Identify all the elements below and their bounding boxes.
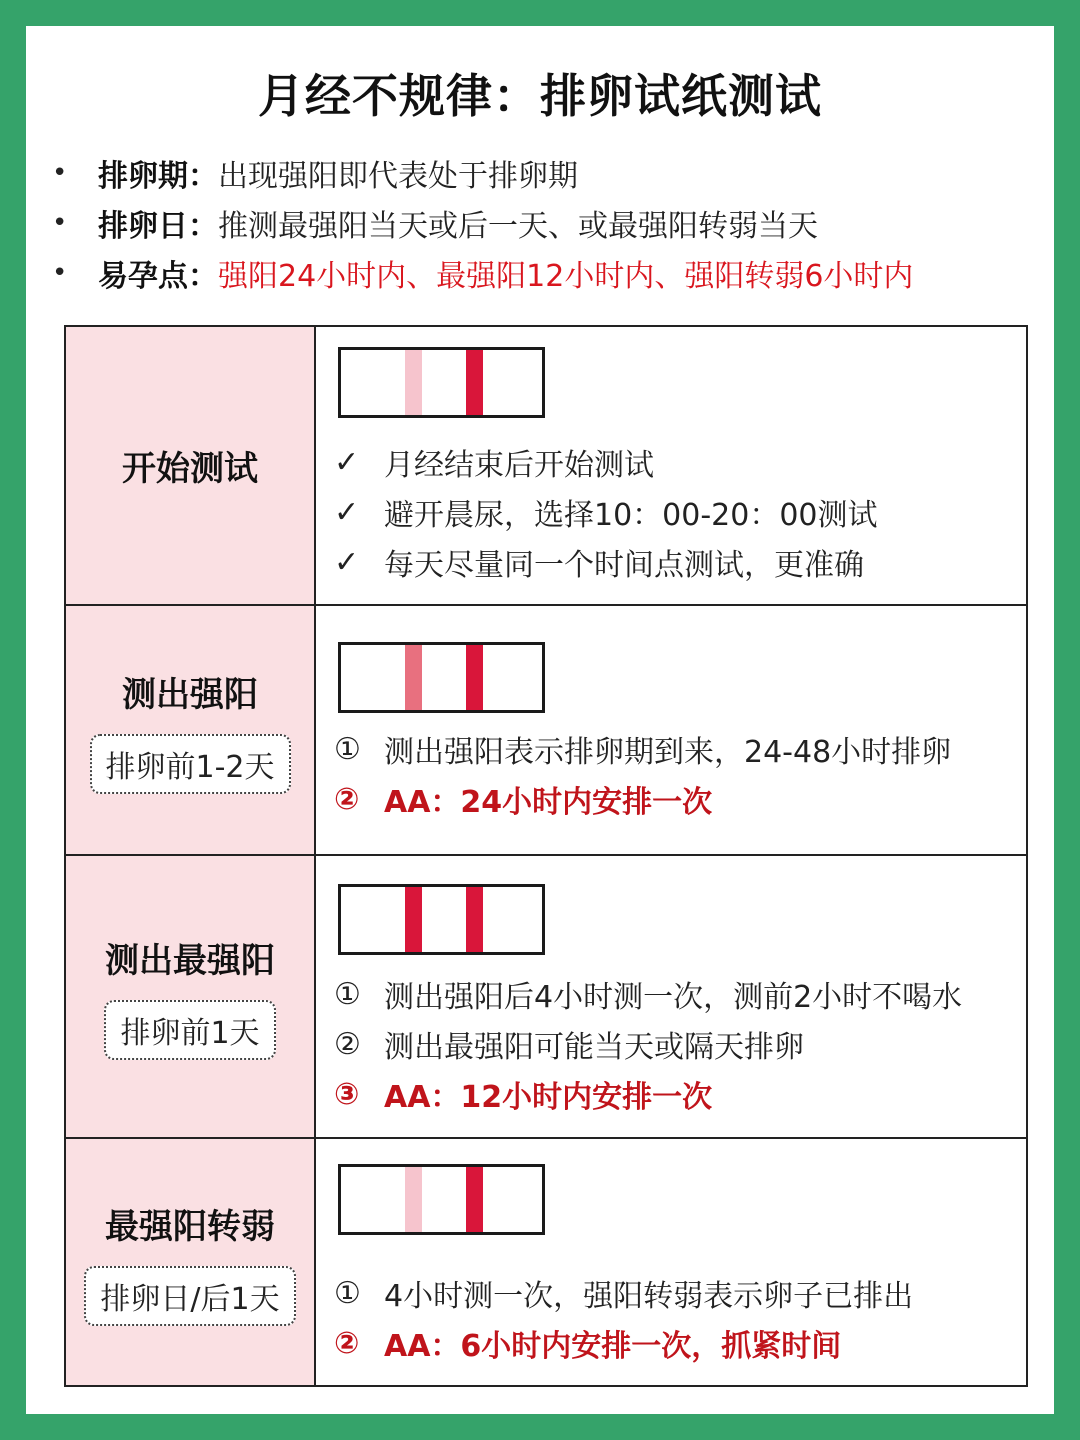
bullet-dot-icon: • <box>52 208 68 238</box>
table-row-weakening <box>66 1139 1026 1385</box>
stage-cell <box>66 856 316 1137</box>
stage-title: 最强阳转弱 <box>105 1206 275 1247</box>
note-text: 4小时测一次，强阳转弱表示卵子已排出 <box>384 1279 914 1314</box>
stage-cell <box>66 606 316 854</box>
stage-title: 开始测试 <box>122 449 258 489</box>
key-point-label: 排卵日： <box>98 209 218 244</box>
note-item <box>334 537 878 587</box>
key-point-text-highlight: 强阳24小时内、最强阳12小时内、强阳转弱6小时内 <box>218 259 914 294</box>
note-text: 测出强阳后4小时测一次，测前2小时不喝水 <box>384 980 963 1015</box>
number-1-icon: ① <box>334 1275 361 1311</box>
number-1-icon: ① <box>334 976 361 1012</box>
check-icon: ✓ <box>334 494 360 530</box>
note-item-highlight <box>334 1069 962 1119</box>
key-point-text: 推测最强阳当天或后一天、或最强阳转弱当天 <box>218 209 818 244</box>
note-text: 测出强阳表示排卵期到来，24-48小时排卵 <box>384 735 952 770</box>
test-strip-illustration <box>338 642 545 713</box>
note-item <box>334 1019 962 1069</box>
note-item <box>334 724 951 774</box>
test-strip-illustration <box>338 347 545 418</box>
key-point-label: 排卵期： <box>98 159 218 194</box>
test-stages-table <box>64 325 1028 1387</box>
note-item <box>334 487 878 537</box>
note-text: 月经结束后开始测试 <box>384 448 654 483</box>
key-points-list <box>52 148 913 298</box>
note-text: 避开晨尿，选择10：00-20：00测试 <box>384 498 878 533</box>
notes-list <box>334 1268 913 1368</box>
note-text: 测出最强阳可能当天或隔天排卵 <box>384 1030 804 1065</box>
test-strip-illustration <box>338 884 545 955</box>
number-2-icon: ② <box>334 781 360 817</box>
note-item <box>334 1268 913 1318</box>
number-1-icon: ① <box>334 731 361 767</box>
test-line-band <box>405 1167 422 1232</box>
bullet-dot-icon: • <box>52 158 68 188</box>
note-text: AA：6小时内安排一次，抓紧时间 <box>384 1329 842 1364</box>
test-line-band <box>405 350 422 415</box>
key-point-label: 易孕点： <box>98 259 218 294</box>
control-line-band <box>466 1167 483 1232</box>
note-item-highlight <box>334 774 951 824</box>
note-item <box>334 969 962 1019</box>
check-icon: ✓ <box>334 544 360 580</box>
detail-cell <box>316 1139 1026 1385</box>
stage-title: 测出最强阳 <box>105 941 275 981</box>
timing-badge: 排卵日/后1天 <box>84 1266 295 1326</box>
test-line-band <box>405 887 422 952</box>
key-point-ovulation-period <box>52 148 913 198</box>
table-row-start-testing <box>66 327 1026 606</box>
test-line-band <box>405 645 422 710</box>
number-2-icon: ② <box>334 1026 361 1062</box>
bullet-dot-icon: • <box>52 258 68 288</box>
stage-title: 测出强阳 <box>122 674 258 715</box>
stage-cell <box>66 327 316 604</box>
timing-badge: 排卵前1-2天 <box>90 734 291 794</box>
notes-list <box>334 724 951 824</box>
notes-list <box>334 437 878 587</box>
stage-cell <box>66 1139 316 1385</box>
timing-badge: 排卵前1天 <box>104 1000 275 1060</box>
page-title: 月经不规律：排卵试纸测试 <box>258 69 822 123</box>
note-text: AA：12小时内安排一次 <box>384 1080 713 1115</box>
notes-list <box>334 969 962 1119</box>
key-point-ovulation-day <box>52 198 913 248</box>
control-line-band <box>466 887 483 952</box>
table-row-strongest-positive <box>66 856 1026 1139</box>
number-2-icon: ② <box>334 1325 360 1361</box>
detail-cell <box>316 606 1026 854</box>
detail-cell <box>316 327 1026 604</box>
key-point-fertile-window <box>52 248 913 298</box>
control-line-band <box>466 350 483 415</box>
detail-cell <box>316 856 1026 1137</box>
number-3-icon: ③ <box>334 1076 360 1112</box>
key-point-text: 出现强阳即代表处于排卵期 <box>218 159 578 194</box>
table-row-strong-positive <box>66 606 1026 856</box>
control-line-band <box>466 645 483 710</box>
check-icon: ✓ <box>334 444 360 480</box>
note-item <box>334 437 878 487</box>
note-item-highlight <box>334 1318 913 1368</box>
note-text: 每天尽量同一个时间点测试，更准确 <box>384 548 864 583</box>
test-strip-illustration <box>338 1164 545 1235</box>
note-text: AA：24小时内安排一次 <box>384 785 713 820</box>
